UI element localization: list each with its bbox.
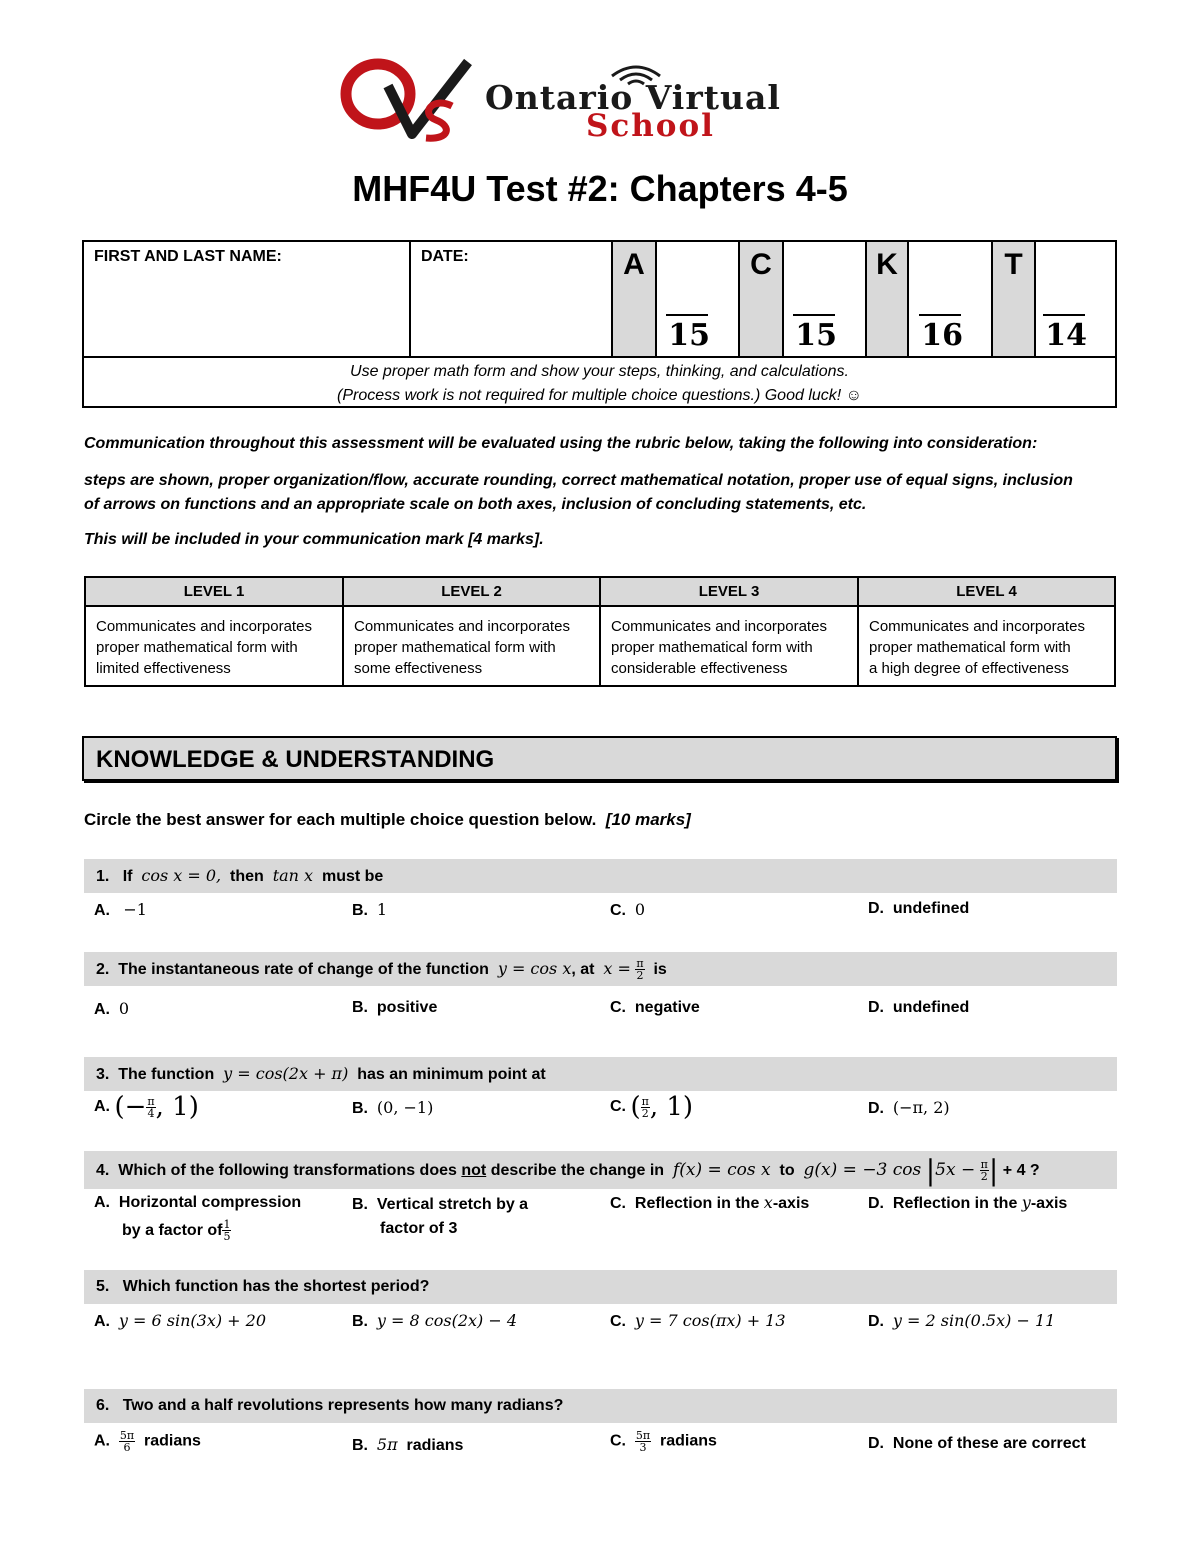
- q1-option-d[interactable]: D. undefined: [868, 900, 970, 917]
- rubric-text: Communicates and incorporates: [96, 618, 312, 635]
- category-letter-t: T: [993, 242, 1036, 356]
- question-6: [84, 1389, 1117, 1423]
- score-box-k[interactable]: [909, 242, 993, 356]
- instructions-note: [84, 356, 1115, 406]
- question-4: 4. Which of the following transformations does not describe the change in f(x) = cos x to g(x) = −3 cos |5x − $\frac{\pi}{2}$ | + 4 ?: [84, 1151, 1117, 1189]
- q2-option-d[interactable]: D. undefined: [868, 999, 970, 1016]
- rubric-text: Communicates and incorporates: [354, 618, 570, 635]
- score-total-k: 16: [921, 318, 963, 353]
- question-text: The function: [118, 1066, 215, 1083]
- category-letter-a: A: [613, 242, 657, 356]
- name-field[interactable]: [84, 242, 411, 356]
- q4-option-a[interactable]: A. Horizontal compression by a factor of $\frac{1}{5}$: [94, 1194, 302, 1244]
- q6-option-c[interactable]: C. $\frac{5\pi}{3}$ radians: [610, 1429, 717, 1454]
- question-number: 1.: [96, 868, 110, 885]
- q1-option-c[interactable]: C. 0: [610, 900, 646, 919]
- q1-option-b[interactable]: B. 1: [352, 900, 388, 919]
- student-info-table: [82, 240, 1117, 408]
- rubric-header: LEVEL 4: [859, 578, 1114, 607]
- math-expression: y = cos x: [497, 959, 572, 978]
- rubric-text: proper mathematical form with: [354, 639, 556, 656]
- question-text: Which of the following transformations does: [118, 1162, 457, 1179]
- communication-criteria: steps are shown, proper organization/flow, accurate rounding, correct mathematical notation, proper use of equal signs, inclusion of arrows on functions and an appropriate scale on both axes, inclusion of concluding statements, etc.: [84, 472, 1073, 513]
- math-expression: y = cos(2x + π): [223, 1064, 349, 1083]
- ovs-monogram-icon: [340, 56, 480, 142]
- question-text: to: [779, 1162, 795, 1179]
- rubric-level-4: [859, 578, 1114, 685]
- question-3: [84, 1057, 1117, 1091]
- date-field[interactable]: [411, 242, 613, 356]
- rubric-header: LEVEL 1: [86, 578, 342, 607]
- question-text: is: [653, 961, 667, 978]
- math-expression: f(x) = cos x: [672, 1160, 771, 1180]
- note-line-2: (Process work is not required for multiple choice questions.) Good luck! ☺: [337, 387, 862, 404]
- category-letter-c: C: [740, 242, 784, 356]
- q6-option-b[interactable]: B. 5π radians: [352, 1435, 464, 1454]
- rubric-text: proper mathematical form with: [869, 639, 1071, 656]
- question-emphasis: not: [461, 1162, 487, 1179]
- rubric-text: considerable effectiveness: [611, 660, 788, 677]
- math-expression: x =: [603, 959, 631, 978]
- q4-option-d[interactable]: D. Reflection in the y-axis: [868, 1193, 1068, 1212]
- q2-option-b[interactable]: B. positive: [352, 999, 438, 1016]
- question-text: Two and a half revolutions represents how many radians?: [122, 1397, 564, 1414]
- question-text: + 4 ?: [1002, 1162, 1040, 1179]
- score-total-t: 14: [1045, 318, 1087, 353]
- rubric-text: a high degree of effectiveness: [869, 660, 1069, 677]
- question-text: If: [122, 868, 133, 885]
- rubric-text: limited effectiveness: [96, 660, 231, 677]
- q3-option-c[interactable]: C. ( $\frac{\pi}{2}$ , 1): [610, 1092, 694, 1122]
- math-expression: 5x −: [935, 1160, 976, 1180]
- fraction: $\frac{\pi}{2}$: [636, 957, 644, 983]
- note-line-1: Use proper math form and show your steps, thinking, and calculations.: [350, 363, 849, 380]
- section-heading: KNOWLEDGE & UNDERSTANDING: [82, 736, 1117, 781]
- name-label: FIRST AND LAST NAME:: [94, 248, 282, 265]
- question-1: [84, 859, 1117, 893]
- math-expression: tan x: [272, 866, 314, 885]
- q4-option-b[interactable]: B. Vertical stretch by a factor of 3: [352, 1196, 529, 1237]
- question-number: 3.: [96, 1066, 110, 1083]
- question-text: describe the change in: [490, 1162, 665, 1179]
- question-2: [84, 952, 1117, 986]
- q6-option-a[interactable]: A. $\frac{5\pi}{6}$ radians: [94, 1429, 201, 1454]
- rubric-text: proper mathematical form with: [611, 639, 813, 656]
- question-text: must be: [321, 868, 384, 885]
- score-box-a[interactable]: [657, 242, 740, 356]
- q6-option-d[interactable]: D. None of these are correct: [868, 1435, 1086, 1452]
- question-5: [84, 1270, 1117, 1304]
- score-total-a: 15: [668, 318, 710, 353]
- communication-intro: Communication throughout this assessment will be evaluated using the rubric below, taking the following into consideration:: [84, 435, 1038, 452]
- q3-option-a[interactable]: A. (− $\frac{\pi}{4}$ , 1): [94, 1092, 199, 1122]
- instructions-marks: [10 marks]: [605, 810, 691, 829]
- communication-rubric: [84, 576, 1116, 687]
- q1-option-a[interactable]: A. −1: [94, 900, 147, 919]
- question-number: 5.: [96, 1278, 110, 1295]
- rubric-text: Communicates and incorporates: [611, 618, 827, 635]
- q2-option-c[interactable]: C. negative: [610, 999, 700, 1016]
- category-letter-k: K: [867, 242, 909, 356]
- score-box-c[interactable]: [784, 242, 867, 356]
- logo-text-line1: Ontario Virtual: [485, 78, 781, 117]
- rubric-text: proper mathematical form with: [96, 639, 298, 656]
- logo-text-line2: School: [586, 108, 715, 144]
- question-text: The instantaneous rate of change of the function: [118, 961, 489, 978]
- question-number: 4.: [96, 1162, 110, 1179]
- instructions-text: Circle the best answer for each multiple choice question below.: [84, 810, 597, 829]
- q4-option-c[interactable]: C. Reflection in the x-axis: [610, 1193, 810, 1212]
- date-label: DATE:: [421, 248, 469, 265]
- rubric-text: some effectiveness: [354, 660, 483, 677]
- math-expression: cos x = 0,: [141, 866, 222, 885]
- score-total-c: 15: [795, 318, 837, 353]
- school-logo: [340, 56, 870, 142]
- question-text: Which function has the shortest period?: [122, 1278, 430, 1295]
- question-text: then: [230, 868, 264, 885]
- question-text: , at: [571, 961, 595, 978]
- communication-mark-note: This will be included in your communication mark [4 marks].: [84, 531, 544, 548]
- rubric-header: LEVEL 2: [344, 578, 599, 607]
- rubric-level-1: [86, 578, 344, 685]
- math-expression: g(x) = −3 cos: [803, 1160, 922, 1180]
- q5-option-d[interactable]: D. y = 2 sin(0.5x) − 11: [868, 1311, 1056, 1330]
- question-number: 2.: [96, 961, 110, 978]
- score-box-t[interactable]: [1036, 242, 1115, 356]
- rubric-level-3: [601, 578, 859, 685]
- rubric-level-2: [344, 578, 601, 685]
- mc-instructions: [84, 810, 691, 830]
- rubric-text: Communicates and incorporates: [869, 618, 1085, 635]
- q3-option-d[interactable]: D. (−π, 2): [868, 1098, 950, 1117]
- question-text: has an minimum point at: [357, 1066, 546, 1083]
- q5-option-b[interactable]: B. y = 8 cos(2x) − 4: [352, 1311, 518, 1330]
- q5-option-c[interactable]: C. y = 7 cos(πx) + 13: [610, 1311, 786, 1330]
- q3-option-b[interactable]: B. (0, −1): [352, 1098, 434, 1117]
- rubric-header: LEVEL 3: [601, 578, 857, 607]
- q2-option-a[interactable]: A. 0: [94, 999, 130, 1018]
- page-title: MHF4U Test #2: Chapters 4-5: [352, 168, 848, 209]
- question-number: 6.: [96, 1397, 110, 1414]
- q5-option-a[interactable]: A. y = 6 sin(3x) + 20: [94, 1311, 267, 1330]
